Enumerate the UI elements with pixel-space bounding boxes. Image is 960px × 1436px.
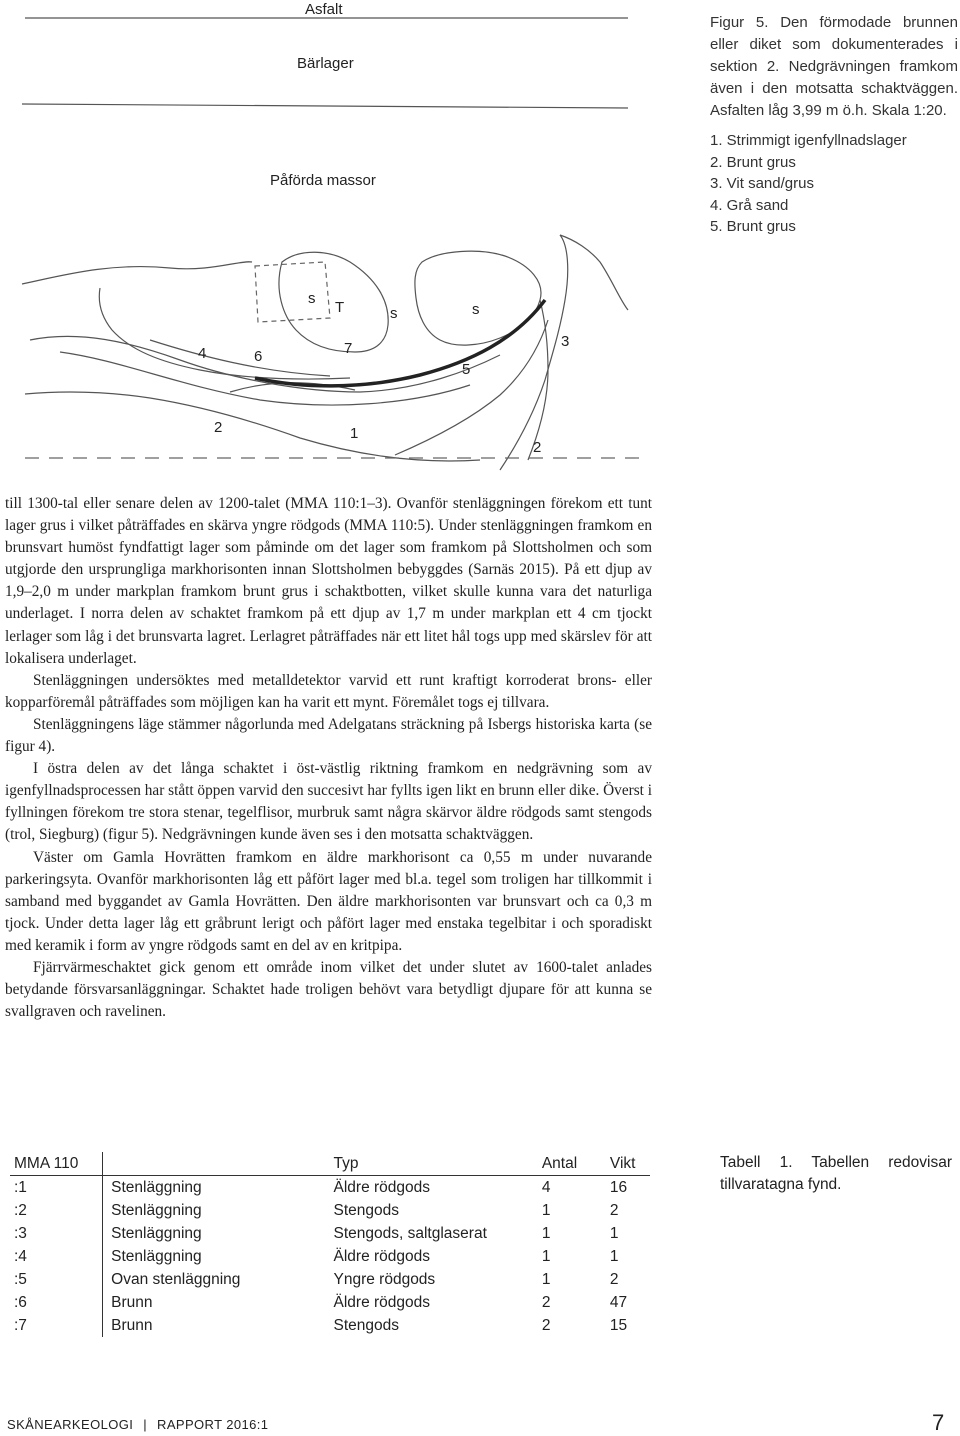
col-header-mma: MMA 110 xyxy=(10,1152,103,1176)
cell-count: 2 xyxy=(541,1294,551,1311)
table-row xyxy=(10,1222,650,1245)
paragraph: Stenläggningen undersöktes med metalldetektor varvid ett runt kraftigt korroderat brons- eller kopparföremål påträffades som möjligen kan ha varit ett mynt. Föremålet togs ej tillvara. xyxy=(5,671,652,711)
label-layer-1: 1 xyxy=(350,425,359,442)
finds-table xyxy=(10,1152,650,1337)
cell-id: :5 xyxy=(10,1268,103,1291)
tile-outline xyxy=(255,262,330,322)
cell-type: Stengods xyxy=(333,1317,399,1334)
paragraph: Stenläggningens läge stämmer någorlunda med Adelgatans sträckning på Isbergs historiska karta (se figur 4). xyxy=(5,715,652,756)
figure-caption-text: Figur 5. Den förmodade brunnen eller diket som dokumenterades i sektion 2. Nedgrävningen framkom även i den motsatta schaktväggen. Asfalten låg 3,99 m ö.h. Skala 1:20. xyxy=(710,14,958,119)
section-drawing xyxy=(0,0,700,480)
cell-id: :2 xyxy=(10,1199,103,1222)
col-header-typ: Typ xyxy=(334,1152,542,1176)
legend-item: 4. Grå sand xyxy=(710,196,789,214)
table-caption: Tabell 1. Tabellen redovisar tillvaratagna fynd. xyxy=(720,1154,952,1193)
label-layer-7: 7 xyxy=(344,340,353,357)
legend-item: 1. Strimmigt igenfyllnadslager xyxy=(710,132,907,149)
table-row xyxy=(10,1268,650,1291)
right-cut xyxy=(560,235,628,310)
label-layer-2-right: 2 xyxy=(533,439,542,456)
footer-report: RAPPORT 2016:1 xyxy=(157,1417,269,1432)
cell-id: :4 xyxy=(10,1245,103,1268)
layer-4-lower xyxy=(150,340,330,376)
cell-id: :7 xyxy=(10,1314,103,1337)
layer-1-fill xyxy=(395,320,548,455)
stone-1 xyxy=(279,252,388,352)
label-tile-t: T xyxy=(335,299,345,316)
table-row xyxy=(10,1245,650,1268)
cell-context: Brunn xyxy=(111,1317,153,1334)
body-text xyxy=(5,493,652,1023)
label-asfalt: Asfalt xyxy=(305,1,343,18)
cell-count: 2 xyxy=(541,1317,551,1334)
cell-context: Ovan stenläggning xyxy=(111,1271,241,1288)
cell-id: :6 xyxy=(10,1291,103,1314)
cell-context: Stenläggning xyxy=(111,1225,202,1242)
cell-count: 1 xyxy=(541,1248,551,1265)
cell-type: Äldre rödgods xyxy=(333,1248,431,1265)
legend-item: 2. Brunt grus xyxy=(710,153,796,171)
label-layer-2-left: 2 xyxy=(214,419,223,436)
paragraph: I östra delen av det långa schaktet i öst-västlig riktning framkom en nedgrävning som av igenfyllnadsprocessen har stått öppen varvid den succesivt har fyllts igen likt en brunn eller dike. Överst i fyllningen förekom tre stora stenar, tegelflisor, murbruk samt några skärvor äldre rödgods samt stengods (trol, Siegburg) (figur 5). Nedgrävningen kunde även ses i den motsatta schaktväggen. xyxy=(5,760,652,844)
footer-publication xyxy=(7,1417,268,1432)
layer-4-band xyxy=(30,336,500,392)
cell-context: Brunn xyxy=(111,1294,153,1311)
cell-count: 1 xyxy=(541,1202,551,1219)
cell-weight: 1 xyxy=(609,1248,619,1265)
table-row xyxy=(10,1176,650,1200)
label-paforda-massor: Påförda massor xyxy=(270,172,376,189)
col-header-context xyxy=(103,1152,334,1176)
footer-series: SKÅNEARKEOLOGI xyxy=(7,1417,134,1432)
figure-legend xyxy=(710,130,958,238)
cell-type: Yngre rödgods xyxy=(333,1271,436,1288)
cell-context: Stenläggning xyxy=(111,1248,202,1265)
cell-weight: 2 xyxy=(609,1202,619,1219)
table-row xyxy=(10,1314,650,1337)
label-barlager: Bärlager xyxy=(297,55,354,72)
cell-count: 1 xyxy=(541,1225,551,1242)
label-stone-s2: s xyxy=(390,305,398,322)
cell-count: 1 xyxy=(541,1271,551,1288)
cell-type: Stengods xyxy=(333,1202,399,1219)
cell-type: Äldre rödgods xyxy=(333,1294,431,1311)
paragraph: till 1300-tal eller senare delen av 1200-talet (MMA 110:1–3). Ovanför stenläggningen förekom ett tunt lager grus i vilket påträffades en skärva yngre rödgods (MMA 110:5). Under stenläggningen framkom en brunsvart humöst fyndfattigt lager som påminde om det lager som framkom på Slottsholmen och som utgjorde den ursprungliga markhorisonten innan Slottsholmen bebyggdes (Sarnäs 2015). På ett djup av 1,9–2,0 m under markplan framkom brunt grus i schaktbotten, vilket skulle kunna vara det naturliga underlaget. I norra delen av schaktet framkom på ett djup av 1,7 m under markplan ett 4 cm tjockt lerlager som låg i det brunsvarta lagret. Lerlagret påträffades när ett litet hål togs upp med skärslev för att lokalisera underlaget. xyxy=(5,495,652,667)
label-layer-6: 6 xyxy=(254,348,263,365)
cell-id: :1 xyxy=(10,1176,103,1200)
col-header-vikt: Vikt xyxy=(610,1152,650,1176)
cell-context: Stenläggning xyxy=(111,1202,202,1219)
pit-outline-left xyxy=(22,262,252,284)
cell-weight: 16 xyxy=(609,1179,628,1196)
figure-caption xyxy=(710,12,958,238)
cell-weight: 1 xyxy=(609,1225,619,1242)
layer-2-left xyxy=(25,392,480,461)
legend-item: 5. Brunt grus xyxy=(710,218,796,235)
finds-table-wrap xyxy=(10,1152,655,1337)
label-layer-3: 3 xyxy=(561,333,570,350)
cell-weight: 15 xyxy=(609,1317,628,1334)
label-stone-s1: s xyxy=(308,290,316,307)
paragraph: Väster om Gamla Hovrätten framkom en äldre markhorisont ca 0,55 m under nuvarande parkeringsyta. Ovanför markhorisonten låg ett påfört lager med bl.a. tegel som troligen har tillkommit i samband med byggandet av Gamla Hovrätten. Den äldre markhorisonten var brunsvart och ca 0,3 m tjock. Under detta lager låg ett gråbrunt lerigt och påfört lager med enstaka tegelbitar i och sporadiskt med keramik i form av yngre rödgods samt en del av en kritpipa. xyxy=(5,848,652,954)
stone-2 xyxy=(415,251,541,345)
cell-context: Stenläggning xyxy=(111,1179,202,1196)
cell-id: :3 xyxy=(10,1222,103,1245)
table-row xyxy=(10,1291,650,1314)
legend-item: 3. Vit sand/grus xyxy=(710,175,814,192)
cell-weight: 47 xyxy=(609,1294,628,1311)
page-number: 7 xyxy=(932,1410,945,1435)
col-header-antal: Antal xyxy=(542,1152,610,1176)
label-layer-4: 4 xyxy=(198,345,207,362)
cell-count: 4 xyxy=(541,1179,551,1196)
table-header-row xyxy=(10,1152,650,1176)
cell-weight: 2 xyxy=(609,1271,619,1288)
bearing-layer-bottom-line xyxy=(22,104,628,108)
table-row xyxy=(10,1199,650,1222)
footer-separator: | xyxy=(143,1417,148,1432)
cell-type: Äldre rödgods xyxy=(333,1179,431,1196)
cell-type: Stengods, saltglaserat xyxy=(333,1225,487,1242)
paragraph: Fjärrvärmeschaktet gick genom ett område inom vilket det under slutet av 1600-talet anlades betydande försvarsanläggningar. Schaktet hade troligen behövt vara betydligt djupare för att kunna se svallgraven och ravelinen. xyxy=(5,958,652,1021)
label-stone-s3: s xyxy=(472,301,480,318)
label-layer-5: 5 xyxy=(462,361,471,378)
